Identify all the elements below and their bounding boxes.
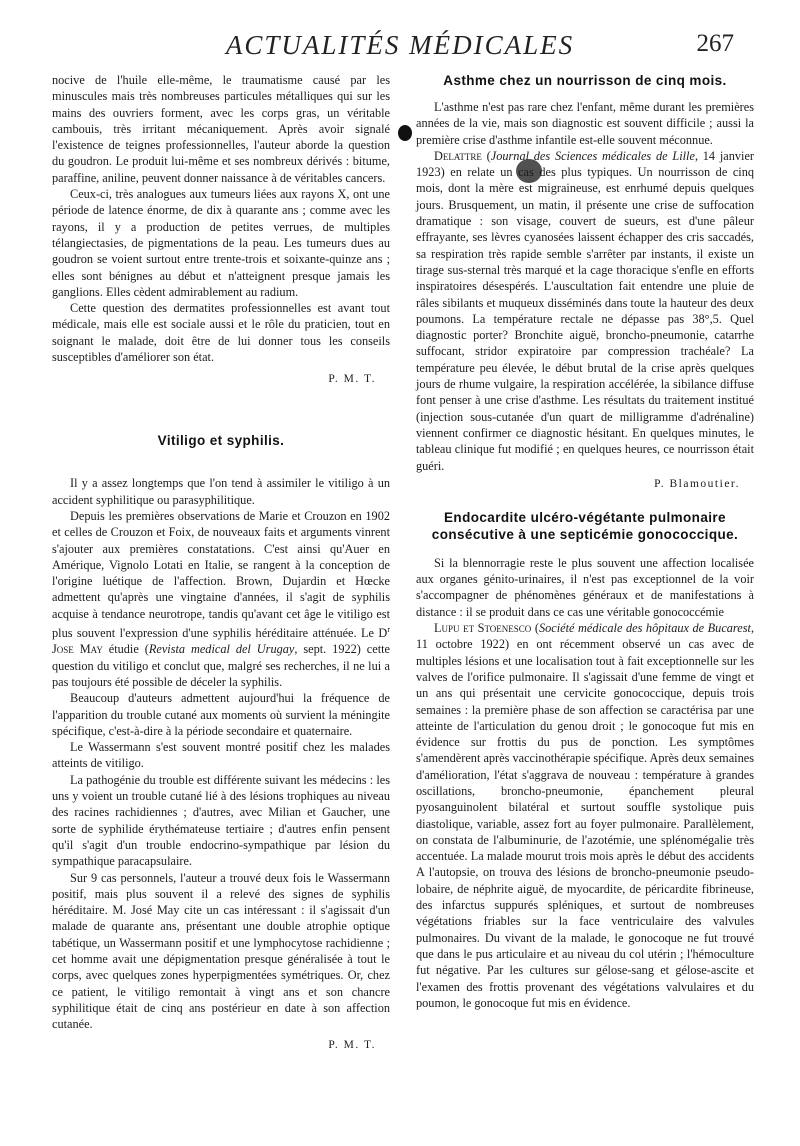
endocardite-paragraph-2 (416, 620, 754, 1011)
page-number: 267 (696, 30, 734, 57)
vitiligo-paragraph-2 (52, 508, 390, 690)
right-column (416, 72, 754, 1011)
endocardite-p2-body: , 11 octobre 1922) en ont récemment observé un cas avec de multiples lésions et une localisation tout à fait exceptionnelle sur les valves de l'orifice pulmonaire. Il s'agissait d'une femme de vingt et un ans qui présentait une cervicite gonococcique, depuis trois semaines : la première phase de son affection se caractérisa par une atteinte de l'articulation du genou droit ; le gonocoque fut mis en évidence sur frottis du pus de ponction. Les symptômes s'amendèrent après vaccinothérapie spécifique. Après deux semaines d'amélioration, l'état s'aggrava de nouveau : température à grandes oscillations, broncho-pneumonie, épanchement pleural pyosanguinolent bilatéral et surtout souffle systolique puis diastolique, variable, assez fort au foyer pulmonaire. Parallèlement, on constata de l'albuminurie, de l'azotémie, une splénomégalie très accentuée. La malade mourut trois mois après le début des accidents A l'autopsie, on trouva des lésions de broncho-pneumonie pseudo-lobaire, de néphrite aiguë, de myocardite, de péricardite fibrineuse, des infarctus suppurés spléniques, et surtout de nombreuses végétations friables sur la face ventriculaire des valvules pulmonaires. Du vivant de la malade, le gonocoque ne fut trouvé que dans le pus articulaire et au niveau du col utérin ; l'hémoculture fut négative. Par les cultures sur gélose-sang et gélose-ascite et l'examen des frottis provenant des végétations valvulaires et du poumon, le gonocoque fut mis en évidence. (416, 621, 755, 1010)
asthme-paragraph-1: L'asthme n'est pas rare chez l'enfant, même durant les premières années de la vie, mais son diagnostic est souvent difficile ; aussi la première crise d'asthme infantile est-elle souvent méconnue. (416, 100, 754, 147)
running-title: ACTUALITÉS MÉDICALES (225, 30, 575, 60)
left-column (52, 72, 390, 1054)
asthme-paragraph-2 (416, 148, 754, 474)
asthme-signature: P. Blamoutier. (654, 477, 740, 490)
vitiligo-paragraph-3: Beaucoup d'auteurs admettent aujourd'hui la fréquence de l'apparition du trouble cutané aux moments où survient la méningite spécifique, c'est-à-dire à la période secondaire et quaternaire. (52, 691, 390, 738)
endocardite-paragraph-1: Si la blennorragie reste le plus souvent une affection localisée aux organes génito-urinaires, il n'est pas exceptionnel de la voir s'accompagner de phénomènes généraux et de manifestations à distance : il se produit dans ce cas une véritable gonococcémie (416, 555, 754, 619)
intro-paragraph-3: Cette question des dermatites professionnelles est avant tout médicale, mais elle est sociale aussi et le rôle du praticien, tout en soignant le malade, doit être de lui donner tous les conseils susceptibles d'améliorer son état. (52, 301, 390, 365)
vitiligo-p2-text: Depuis les premières observations de Marie et Crouzon en 1902 et celles de Crouzon et Foix, de nouveaux faits et arguments vinrent s'ajouter aux premières constatations. C'est ainsi qu'Auer en Amérique, Vignolo Lotati en Italie, se rangent à la conception de l'origine luétique de l'affection. Brown, Dujardin et Hœcke admettent qu'après une vingtaine d'années, il s'agit de syphilis acquise à tendance neurotrope, tandis qu'avant cet âge le vitiligo est plus souvent l'expression d'une syphilis héréditaire atténuée. Le D (52, 508, 390, 641)
vitiligo-paragraph-1: Il y a assez longtemps que l'on tend à assimiler le vitiligo à un accident syphilitique ou parasyphilitique. (52, 476, 390, 507)
vitiligo-paragraph-6: Sur 9 cas personnels, l'auteur a trouvé deux fois le Wassermann positif, mais plus souvent il a relevé des signes de syphilis héréditaire. M. José May cite un cas intéressant : il s'agissait d'un malade de quarante ans, présentant une double atrophie optique tabétique, un Wassermann positif et une lymphocytose rachidienne ; cet homme avait une dépigmentation presque généralisée à tout le corps, avec quelques zones hyperpigmentées symétriques. Or, chez ce patient, le vitiligo remontait à vingt ans et son chancre syphilitique était de cinq ans postérieur en date à son affection cutanée. (52, 870, 390, 1032)
asthme-p2-pre: ( (481, 148, 491, 163)
vitiligo-p2-mid: étudie ( (102, 642, 149, 657)
asthme-p2-body: , 14 janvier 1923) en relate un cas des plus typiques. Un nourrisson de cinq mois, dont la mère est migraineuse, est enrhumé depuis quelques jours. Brusquement, un matin, il présente une crise de suffocation dramatique : son visage, couvert de sueurs, est d'une pâleur effrayante, ses lèvres cyanosées laissent échapper des cris saccadés, sa respiration très rapide semble s'arrêter par instants, il existe un tirage sus-sternal très marqué et la cage thoracique s'enfle en efforts inspiratoires désespérés. L'auscultation fait entendre une pluie de râles sibilants et muqueux disséminés dans toute la hauteur des deux poumons. La température rectale ne dépasse pas 38°,5. Quel diagnostic porter? Bronchite aiguë, broncho-pneumonie, catarrhe suffocant, stridor expiratoire par compression trachéale? La température peu élevée, le début brutal de la crise après quelques jours de rhume vulgaire, la respiration accélérée, la sibilance diffuse font penser à une crise d'asthme. Les résultats du traitement institué (injection sous-cutanée d'un quart de milligramme d'adrénaline) viennent confirmer ce diagnostic hésitant. En quelques minutes, le tableau clinique fut modifié ; en quelques heures, ce nourrisson était guéri. (416, 148, 755, 473)
vitiligo-p2-end: , sept. 1922) cette question du vitiligo et conclut que, malgré ses recherches, il ne lui a pas toujours été possible de déceler la syphilis. (52, 642, 391, 689)
intro-paragraph-2: Ceux-ci, très analogues aux tumeurs liées aux rayons X, ont une période de latence énorme, de dix à quarante ans ; comme avec les rayons, il y a production de petites verrues, de multiples télangiectasies, de pigmentations de la peau. Les tumeurs dues au goudron se voient surtout entre trente-trois et soixante-quinze ans ; elles sont bénignes au début et n'atteignent presque jamais les ganglions. Elles cèdent admirablement au radium. (52, 187, 390, 299)
intro-signature: P. M. T. (328, 373, 376, 386)
article-title-vitiligo: Vitiligo et syphilis. (157, 433, 285, 449)
vitiligo-p2-sup: r (387, 625, 390, 635)
vitiligo-paragraph-5: La pathogénie du trouble est différente suivant les médecins : les uns y voient un trouble cutané lié à des lésions trophiques au niveau des racines rachidiennes ; d'autres, avec Milian et Gaucher, une sorte de syphilide érythémateuse tertiaire ; d'autres enfin pensent qu'il s'agit d'un trouble endocrino-sympathique par lésion du sympathique paracapsulaire. (52, 772, 390, 869)
endocardite-p2-pre: ( (531, 621, 539, 636)
article-title-asthme: Asthme chez un nourrisson de cinq mois. (443, 73, 727, 88)
vitiligo-paragraph-4: Le Wassermann s'est souvent montré positif chez les malades atteints de vitiligo. (52, 740, 390, 771)
vitiligo-signature: P. M. T. (328, 1038, 376, 1051)
intro-paragraph-1: nocive de l'huile elle-même, le traumatisme causé par les minuscules mais très nombreuses particules métalliques qui sur les mains des ouvriers forment, avec les corps gras, un véritable cambouis, très irritant mécaniquement. Après avoir signalé l'existence de teignes professionnelles, l'auteur aborde la question du goudron. Le produit lui-même et ses nombreux dérivés : bitume, paraffine, aniline, peuvent donner naissance à de véritables cancers. (52, 73, 390, 185)
vitiligo-p2-journal: Revista medical del Urugay (148, 642, 295, 657)
article-title-endocardite: Endocardite ulcéro-végétante pulmonaire consécutive à une septicémie gonococcique. (431, 509, 739, 542)
ink-blot (398, 125, 412, 141)
asthme-p2-author: Delattre (434, 148, 482, 163)
endocardite-p2-authors: Lupu et Stoenesco (434, 621, 532, 636)
vitiligo-p2-name: Jose May (52, 642, 103, 657)
asthme-p2-journal: Journal des Sciences médicales de Lille (490, 148, 695, 163)
endocardite-p2-journal: Société médicale des hôpitaux de Bucarest (538, 621, 751, 636)
